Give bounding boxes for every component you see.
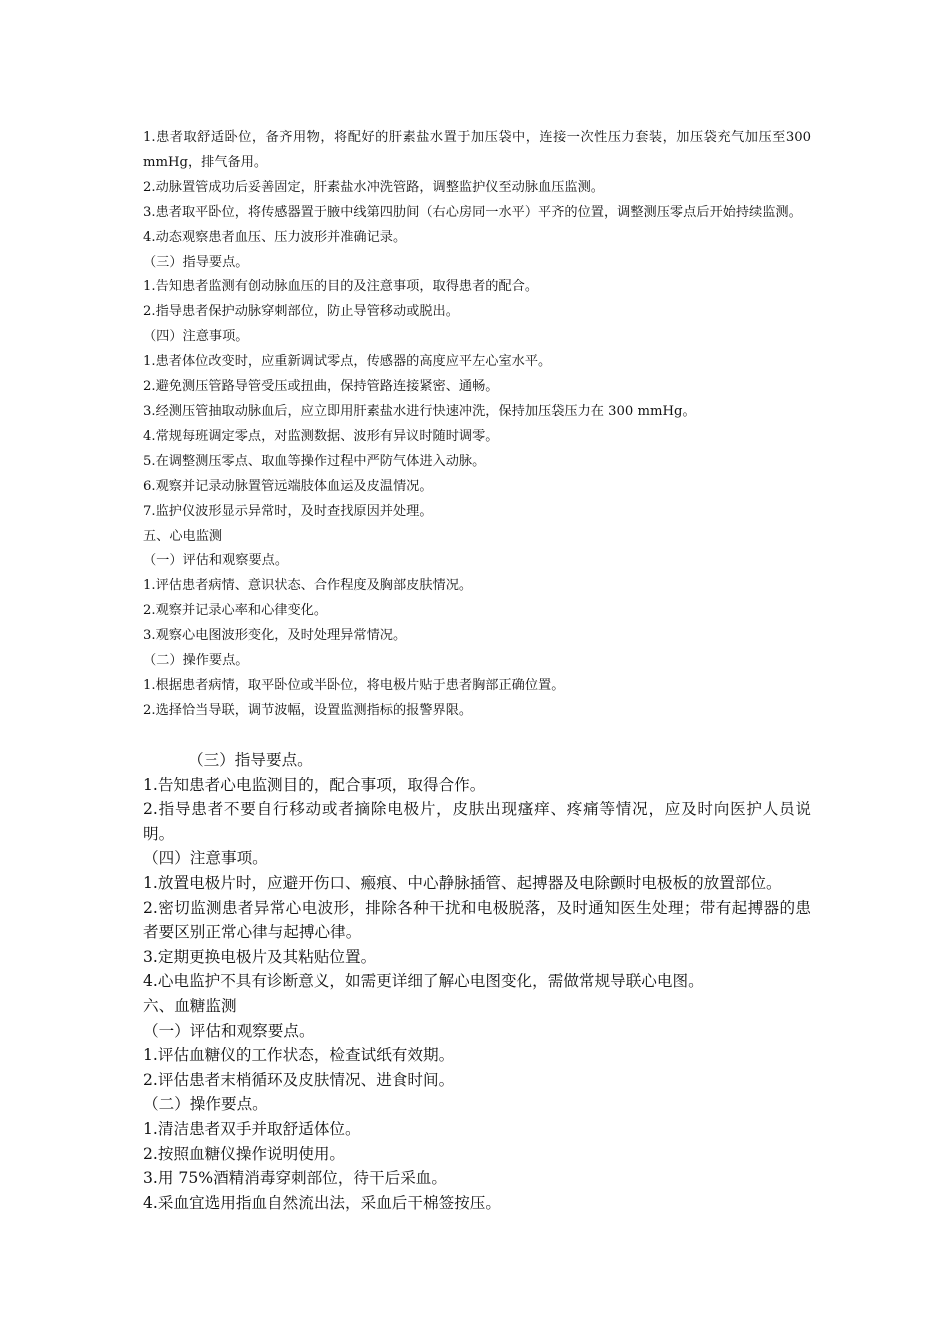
paragraph: 3.用 75%酒精消毒穿刺部位，待干后采血。 [143,1169,447,1188]
subheading: （二）操作要点。 [143,653,249,669]
paragraph: 3.经测压管抽取动脉血后，应立即用肝素盐水进行快速冲洗，保持加压袋压力在 300 mmHg。 [143,403,696,419]
subheading: （三）指导要点。 [188,751,313,769]
paragraph: 1.告知患者心电监测目的，配合事项，取得合作。 [143,775,486,794]
subheading: （四）注意事项。 [143,329,249,345]
paragraph: 5.在调整测压零点、取血等操作过程中严防气体进入动脉。 [143,453,486,469]
section-ecg-guidance-and-glucose-monitoring [143,748,811,1215]
paragraph: 3.观察心电图波形变化，及时处理异常情况。 [143,628,407,644]
paragraph: 2.避免测压管路导管受压或扭曲，保持管路连接紧密、通畅。 [143,379,499,395]
paragraph: 2.指导患者保护动脉穿刺部位，防止导管移动或脱出。 [143,304,459,320]
section-arterial-and-ecg-monitoring [143,126,811,724]
subheading: （三）指导要点。 [143,254,249,270]
paragraph: 2.指导患者不要自行移动或者摘除电极片，皮肤出现瘙痒、疼痛等情况，应及时向医护人员说明。 [143,800,811,843]
subheading: （一）评估和观察要点。 [143,1021,315,1040]
paragraph: 4.采血宜选用指血自然流出法，采血后干棉签按压。 [143,1193,501,1212]
paragraph: 2.动脉置管成功后妥善固定，肝素盐水冲洗管路，调整监护仪至动脉血压监测。 [143,179,604,195]
subheading: （二）操作要点。 [143,1095,268,1114]
paragraph: 7.监护仪波形显示异常时，及时查找原因并处理。 [143,503,433,519]
paragraph: 1.放置电极片时，应避开伤口、瘢痕、中心静脉插管、起搏器及电除颤时电极板的放置部位。 [143,873,782,892]
section-heading: 六、血糖监测 [143,996,237,1015]
paragraph: 1.根据患者病情，取平卧位或半卧位，将电极片贴于患者胸部正确位置。 [143,677,565,693]
section-heading: 五、心电监测 [143,528,223,544]
paragraph: 6.观察并记录动脉置管远端肢体血运及皮温情况。 [143,478,433,494]
paragraph: 1.评估患者病情、意识状态、合作程度及胸部皮肤情况。 [143,578,473,594]
paragraph: 1.患者取舒适卧位，备齐用物，将配好的肝素盐水置于加压袋中，连接一次性压力套装，加压袋充气加压至300 mmHg，排气备用。 [143,130,811,170]
paragraph: 1.清洁患者双手并取舒适体位。 [143,1119,361,1138]
paragraph: 3.患者取平卧位，将传感器置于腋中线第四肋间（右心房同一水平）平齐的位置，调整测压零点后开始持续监测。 [143,204,802,220]
paragraph: 2.评估患者末梢循环及皮肤情况、进食时间。 [143,1070,455,1089]
paragraph: 4.动态观察患者血压、压力波形并准确记录。 [143,229,407,245]
paragraph: 2.密切监测患者异常心电波形，排除各种干扰和电极脱落，及时通知医生处理；带有起搏器的患者要区别正常心律与起搏心律。 [143,898,811,942]
paragraph: 1.患者体位改变时，应重新调试零点，传感器的高度应平左心室水平。 [143,354,552,370]
paragraph: 1.告知患者监测有创动脉血压的目的及注意事项，取得患者的配合。 [143,279,539,295]
paragraph: 3.定期更换电极片及其粘贴位置。 [143,947,377,966]
subheading: （四）注意事项。 [143,849,268,868]
subheading: （一）评估和观察要点。 [143,553,289,569]
paragraph: 2.选择恰当导联，调节波幅，设置监测指标的报警界限。 [143,702,473,718]
paragraph: 2.按照血糖仪操作说明使用。 [143,1144,346,1163]
paragraph: 2.观察并记录心率和心律变化。 [143,603,328,619]
paragraph: 4.心电监护不具有诊断意义，如需更详细了解心电图变化，需做常规导联心电图。 [143,972,704,991]
paragraph: 1.评估血糖仪的工作状态，检查试纸有效期。 [143,1046,455,1065]
paragraph: 4.常规每班调定零点，对监测数据、波形有异议时随时调零。 [143,428,499,444]
